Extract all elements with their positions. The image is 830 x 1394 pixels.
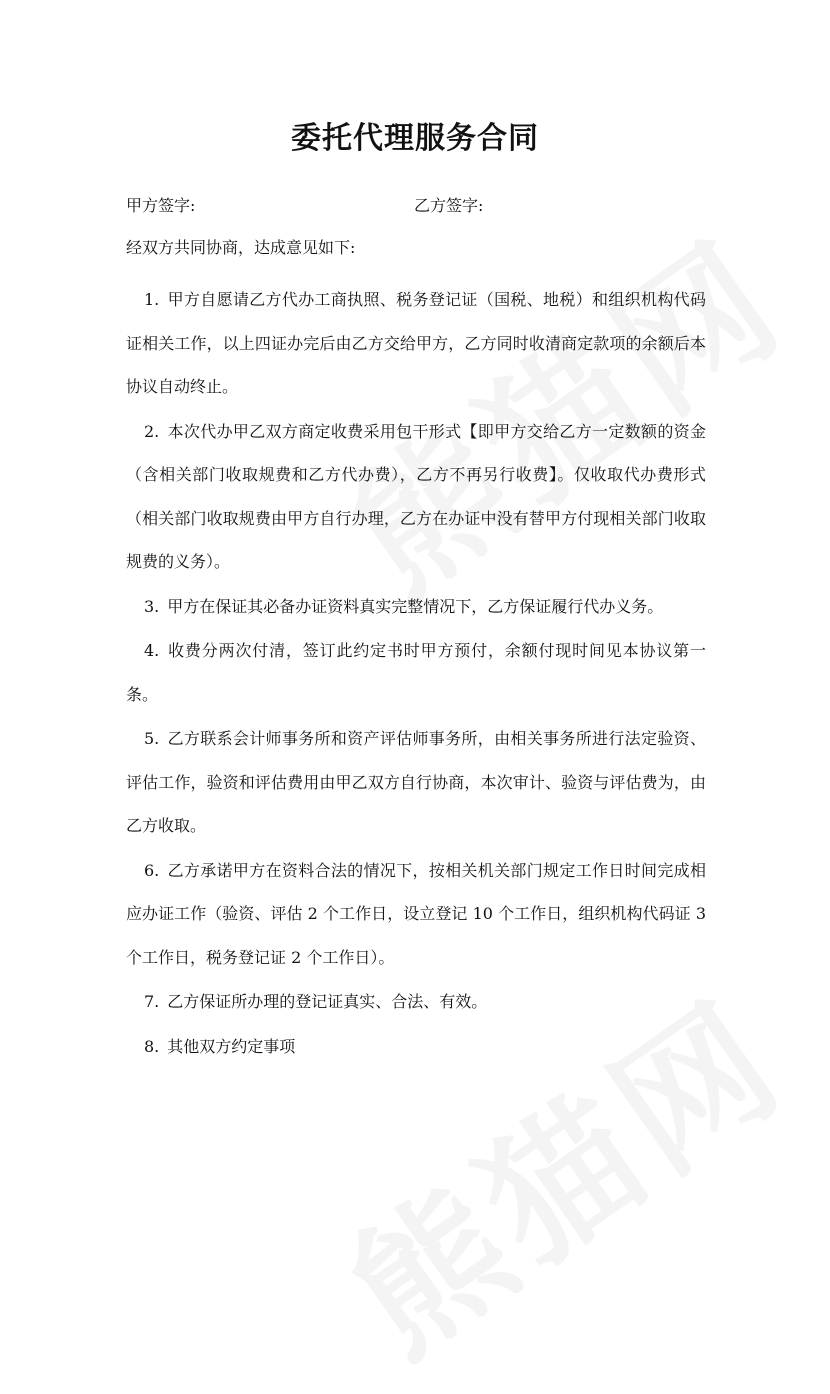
clause-number: 1. <box>144 290 160 309</box>
clause-text: 收费分两次付清，签订此约定书时甲方预付，余额付现时间见本协议第一条。 <box>126 641 706 704</box>
party-b-signature-label: 乙方签字: <box>414 196 484 215</box>
clause-item <box>126 629 706 716</box>
clause-item <box>126 849 706 980</box>
document-title: 委托代理服务合同 <box>291 121 539 156</box>
clause-item <box>126 585 706 629</box>
clause-text: 甲方自愿请乙方代办工商执照、税务登记证（国税、地税）和组织机构代码证相关工作，以上四证办完后由乙方交给甲方，乙方同时收清商定款项的余额后本协议自动终止。 <box>126 290 706 396</box>
clause-text: 乙方保证所办理的登记证真实、合法、有效。 <box>167 992 488 1011</box>
clause-number: 7. <box>144 992 160 1011</box>
clause-item <box>126 278 706 409</box>
clause-number: 2. <box>144 421 160 441</box>
clause-number: 3. <box>144 596 160 616</box>
intro-text: 经双方共同协商，达成意见如下: <box>126 238 356 257</box>
clause-item <box>126 410 706 584</box>
clause-number: 5. <box>144 729 160 748</box>
clause-text: 乙方承诺甲方在资料合法的情况下，按相关机关部门规定工作日时间完成相应办证工作（验资、评估 2 个工作日，设立登记 10 个工作日，组织机构代码证 3 个工作日，税务登记证 2 个工作日）。 <box>126 860 706 967</box>
clause-item <box>126 980 706 1024</box>
clause-list <box>126 278 706 1069</box>
clause-item <box>126 1025 706 1069</box>
party-a-signature-label: 甲方签字: <box>126 196 196 215</box>
clause-number: 6. <box>144 860 160 880</box>
clause-text: 其他双方约定事项 <box>167 1036 296 1056</box>
clause-number: 8. <box>144 1036 160 1056</box>
clause-item <box>126 717 706 848</box>
signature-row <box>126 193 726 221</box>
clause-number: 4. <box>144 641 160 660</box>
clause-text: 乙方联系会计师事务所和资产评估师事务所，由相关事务所进行法定验资、评估工作，验资和评估费用由甲乙双方自行协商，本次审计、验资与评估费为，由乙方收取。 <box>126 729 706 835</box>
clause-text: 甲方在保证其必备办证资料真实完整情况下，乙方保证履行代办义务。 <box>167 596 664 616</box>
clause-text: 本次代办甲乙双方商定收费采用包干形式【即甲方交给乙方一定数额的资金（含相关部门收取规费和乙方代办费），乙方不再另行收费】。仅收取代办费形式（相关部门收取规费由甲方自行办理，乙方在办证中没有替甲方付现相关部门收取规费的义务）。 <box>126 421 706 571</box>
